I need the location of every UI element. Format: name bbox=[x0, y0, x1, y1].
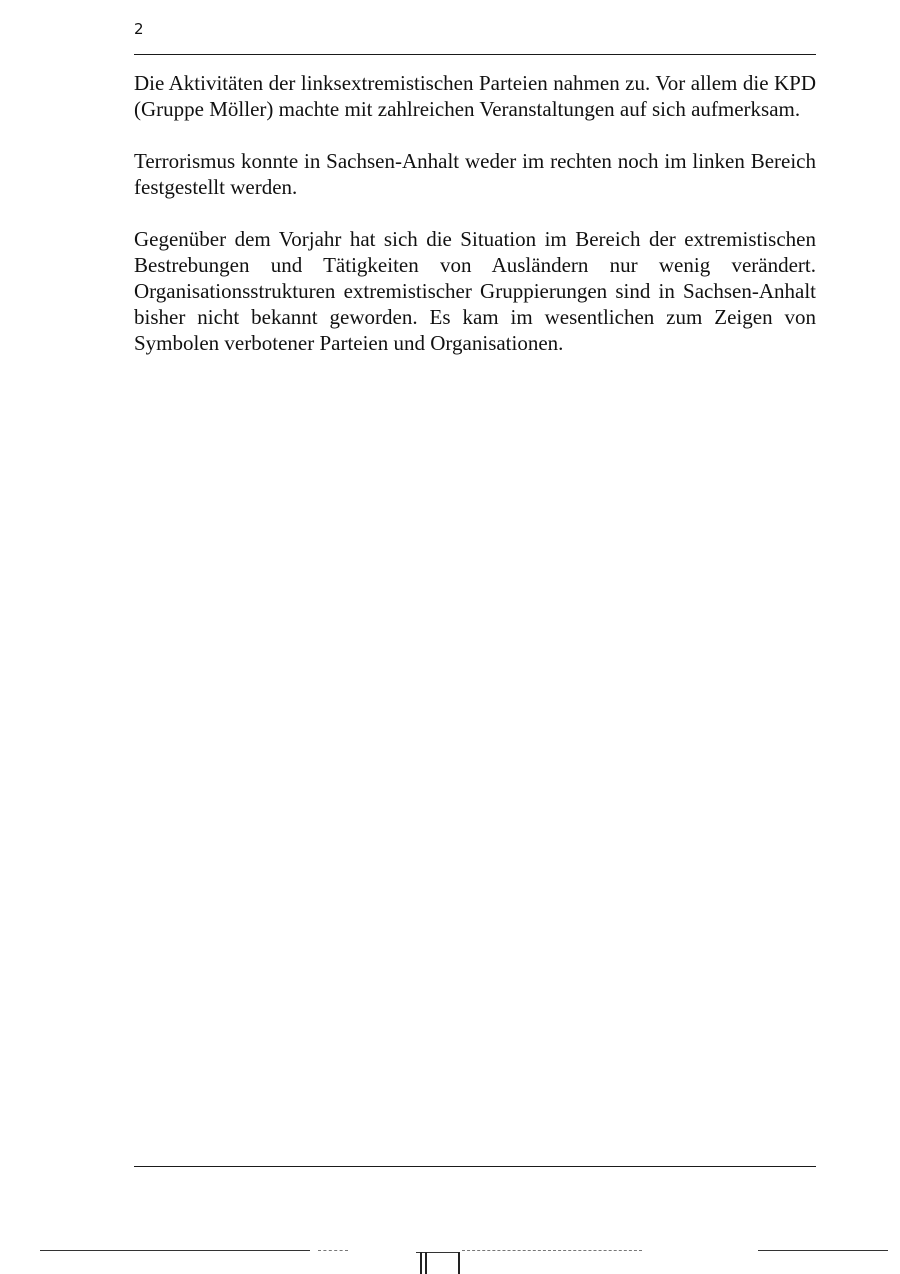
page-number: 2 bbox=[134, 20, 144, 38]
scan-artifact-dash-1 bbox=[318, 1250, 348, 1251]
scan-artifact-bar-1 bbox=[420, 1252, 422, 1274]
paragraph-terrorism: Terrorismus konnte in Sachsen-Anhalt weder im rechten noch im linken Bereich festgestellt werden. bbox=[134, 149, 816, 199]
paragraph-left-extremism: Die Aktivitäten der linksextremistischen Parteien nahmen zu. Vor allem die KPD (Gruppe Möller) machte mit zahlreichen Veranstaltungen auf sich aufmerksam. bbox=[134, 71, 816, 121]
header-rule bbox=[134, 54, 816, 55]
scan-artifact-bar-3 bbox=[458, 1252, 460, 1274]
scan-artifact-line-right bbox=[758, 1250, 888, 1251]
scan-artifact-line-left bbox=[40, 1250, 310, 1251]
scan-artifact-bar-2 bbox=[425, 1252, 427, 1274]
paragraph-foreigners-extremism: Gegenüber dem Vorjahr hat sich die Situation im Bereich der extremistischen Bestrebungen und Tätigkeiten von Ausländern nur wenig verändert. Organisationsstrukturen extremistischer Gruppierungen sind in Sachsen-Anhalt bisher nicht bekannt geworden. Es kam im wesentlichen zum Zeigen von Symbolen verbotener Parteien und Organisationen. bbox=[134, 227, 816, 355]
footer-rule bbox=[134, 1166, 816, 1167]
scan-artifact-bracket-top bbox=[416, 1252, 460, 1253]
scan-artifact-dash-2 bbox=[462, 1250, 642, 1251]
body-text bbox=[134, 70, 816, 382]
